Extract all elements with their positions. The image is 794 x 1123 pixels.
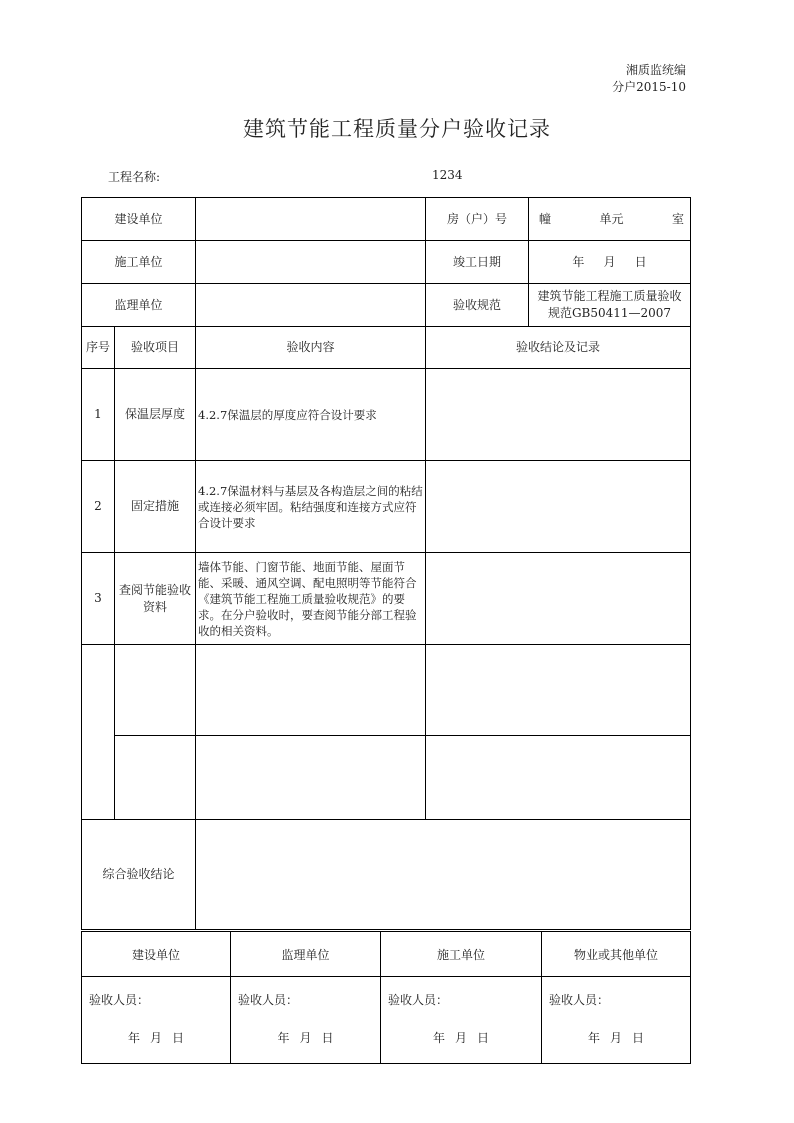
standard-label: 验收规范 bbox=[426, 284, 529, 327]
row-item-blank[interactable] bbox=[115, 736, 196, 820]
sign-unit-construction: 建设单位 bbox=[82, 932, 231, 977]
form-code-line2: 分户2015-10 bbox=[612, 80, 686, 94]
header-content: 验收内容 bbox=[196, 327, 426, 369]
row-seq-blank[interactable] bbox=[82, 645, 115, 820]
project-name-label: 工程名称: bbox=[108, 170, 161, 184]
conclusion-label: 综合验收结论 bbox=[82, 820, 196, 930]
sign-unit-property: 物业或其他单位 bbox=[542, 932, 691, 977]
form-code-line1: 湘质监统编 bbox=[625, 63, 686, 77]
header-result: 验收结论及记录 bbox=[426, 327, 691, 369]
page-title: 建筑节能工程质量分户验收记录 bbox=[243, 117, 551, 141]
room-part-room: 室 bbox=[671, 211, 684, 226]
table-row bbox=[82, 553, 691, 645]
row-content-blank[interactable] bbox=[196, 645, 426, 736]
table-row bbox=[82, 369, 691, 461]
completion-date-label: 竣工日期 bbox=[426, 241, 529, 284]
project-name-value[interactable]: 1234 bbox=[432, 168, 463, 182]
conclusion-value[interactable] bbox=[196, 820, 691, 930]
sign-date: 年 月 日 bbox=[277, 1031, 334, 1045]
row-content: 4.2.7保温材料与基层及各构造层之间的粘结或连接必须牢固。粘结强度和连接方式应符合设计要求 bbox=[196, 461, 426, 553]
sign-block-property[interactable] bbox=[542, 977, 691, 1064]
sign-block-builder[interactable] bbox=[381, 977, 542, 1064]
row-result[interactable] bbox=[426, 369, 691, 461]
sign-unit-builder: 施工单位 bbox=[381, 932, 542, 977]
inspector-label: 验收人员： bbox=[388, 993, 449, 1007]
room-number-value[interactable] bbox=[529, 198, 691, 241]
row-result[interactable] bbox=[426, 461, 691, 553]
row-item-blank[interactable] bbox=[115, 645, 196, 736]
sign-block-supervisor[interactable] bbox=[231, 977, 381, 1064]
row-item: 保温层厚度 bbox=[115, 369, 196, 461]
row-result[interactable] bbox=[426, 553, 691, 645]
sign-unit-supervisor: 监理单位 bbox=[231, 932, 381, 977]
date-day: 日 bbox=[634, 254, 647, 269]
row-content: 墙体节能、门窗节能、地面节能、屋面节能、采暖、通风空调、配电照明等节能符合《建筑节能工程施工质量验收规范》的要求。在分户验收时，要查阅节能分部工程验收的相关资料。 bbox=[196, 553, 426, 645]
date-year: 年 bbox=[572, 254, 585, 269]
header-item: 验收项目 bbox=[115, 327, 196, 369]
table-row-blank bbox=[82, 736, 691, 820]
row-seq: 3 bbox=[82, 553, 115, 645]
standard-value-line1: 建筑节能工程施工质量验收 bbox=[537, 289, 682, 303]
room-part-unit: 单元 bbox=[599, 211, 624, 226]
date-month: 月 bbox=[603, 254, 616, 269]
table-row bbox=[82, 461, 691, 553]
sign-date: 年 月 日 bbox=[432, 1031, 490, 1045]
construction-unit-value[interactable] bbox=[196, 198, 426, 241]
inspector-label: 验收人员： bbox=[238, 993, 299, 1007]
standard-value-line2: 规范GB50411—2007 bbox=[547, 306, 672, 320]
inspector-label: 验收人员： bbox=[549, 993, 610, 1007]
sign-date: 年 月 日 bbox=[127, 1031, 185, 1045]
standard-value bbox=[529, 284, 691, 327]
row-content-blank[interactable] bbox=[196, 736, 426, 820]
construction-unit-label: 建设单位 bbox=[82, 198, 196, 241]
acceptance-table bbox=[81, 197, 691, 930]
row-seq: 1 bbox=[82, 369, 115, 461]
row-content: 4.2.7保温层的厚度应符合设计要求 bbox=[196, 369, 426, 461]
header-seq: 序号 bbox=[82, 327, 115, 369]
sign-date: 年 月 日 bbox=[587, 1031, 645, 1045]
row-item: 查阅节能验收资料 bbox=[115, 553, 196, 645]
row-item: 固定措施 bbox=[115, 461, 196, 553]
supervisor-unit-label: 监理单位 bbox=[82, 284, 196, 327]
row-result-blank[interactable] bbox=[426, 645, 691, 736]
sign-block-construction[interactable] bbox=[82, 977, 231, 1064]
inspector-label: 验收人员： bbox=[89, 993, 150, 1007]
room-number-label: 房（户）号 bbox=[426, 198, 529, 241]
row-seq: 2 bbox=[82, 461, 115, 553]
completion-date-value[interactable] bbox=[529, 241, 691, 284]
row-result-blank[interactable] bbox=[426, 736, 691, 820]
table-row-blank bbox=[82, 645, 691, 736]
supervisor-unit-value[interactable] bbox=[196, 284, 426, 327]
builder-unit-label: 施工单位 bbox=[82, 241, 196, 284]
builder-unit-value[interactable] bbox=[196, 241, 426, 284]
room-part-building: 幢 bbox=[539, 211, 552, 226]
signature-table bbox=[81, 931, 691, 1064]
